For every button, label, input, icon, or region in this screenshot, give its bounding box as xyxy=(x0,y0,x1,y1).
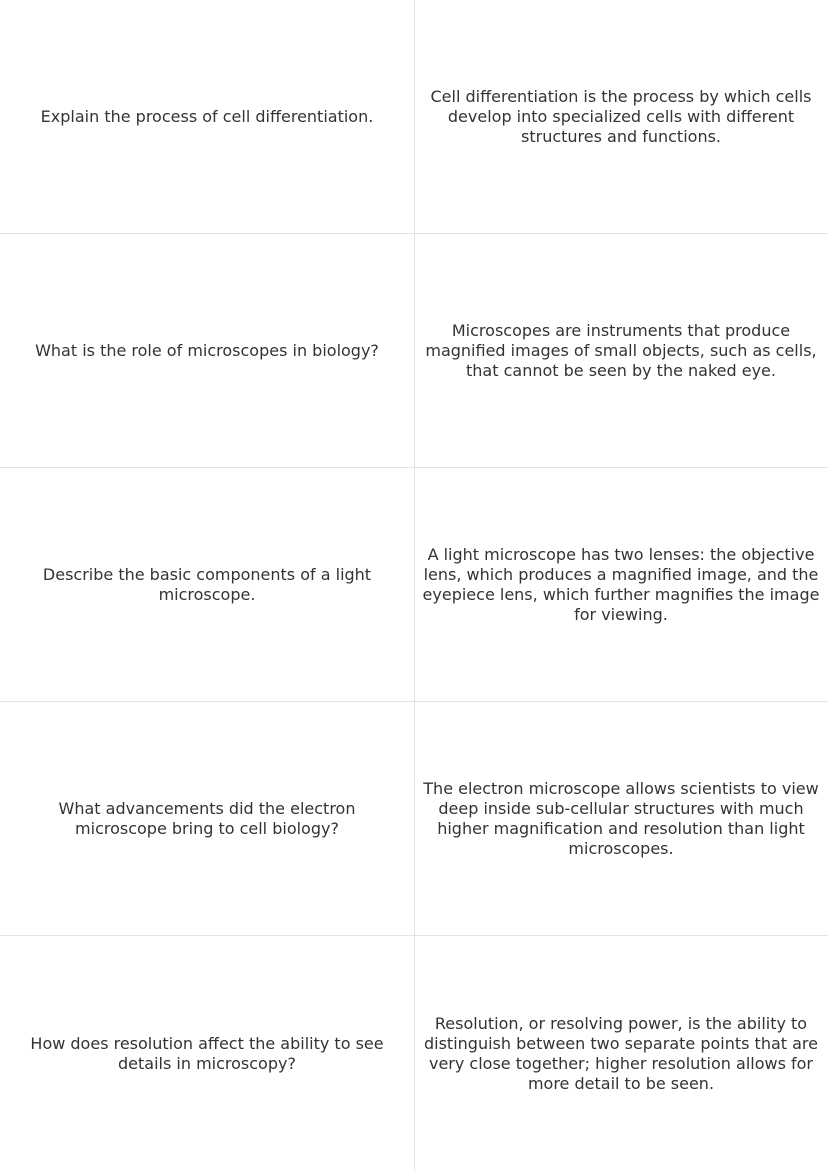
card-question-text: Describe the basic components of a light microscope. xyxy=(42,565,372,604)
card-answer-text: Microscopes are instruments that produce magnified images of small objects, such as cells, that cannot be seen by the naked eye. xyxy=(425,321,817,380)
card-answer-text: The electron microscope allows scientists to view deep inside sub-cellular structures with much higher magnification and resolution than light microscopes. xyxy=(423,779,819,858)
card-question-text: How does resolution affect the ability to see details in microscopy? xyxy=(30,1033,384,1073)
row-divider xyxy=(0,701,828,702)
card-question xyxy=(0,234,414,468)
card-answer xyxy=(414,0,828,234)
card-question-text: What is the role of microscopes in biology? xyxy=(35,341,379,360)
card-question xyxy=(0,468,414,702)
card-answer xyxy=(414,936,828,1171)
row-divider xyxy=(0,935,828,936)
card-answer xyxy=(414,234,828,468)
card-question xyxy=(0,702,414,936)
card-question-text: Explain the process of cell differentiation. xyxy=(40,107,374,126)
card-question xyxy=(0,0,414,234)
card-answer xyxy=(414,702,828,936)
card-question xyxy=(0,936,414,1171)
card-answer-text: A light microscope has two lenses: the objective lens, which produces a magnified image, and the eyepiece lens, which further magnifies the image for viewing. xyxy=(422,545,820,624)
row-divider xyxy=(0,233,828,234)
card-question-text: What advancements did the electron microscope bring to cell biology? xyxy=(58,799,356,838)
card-answer xyxy=(414,468,828,702)
row-divider xyxy=(0,467,828,468)
column-divider xyxy=(414,0,415,1171)
card-answer-text: Cell differentiation is the process by which cells develop into specialized cells with different structures and functions. xyxy=(430,87,812,146)
card-answer-text: Resolution, or resolving power, is the ability to distinguish between two separate points that are very close together; higher resolution allows for more detail to be seen. xyxy=(423,1013,818,1093)
